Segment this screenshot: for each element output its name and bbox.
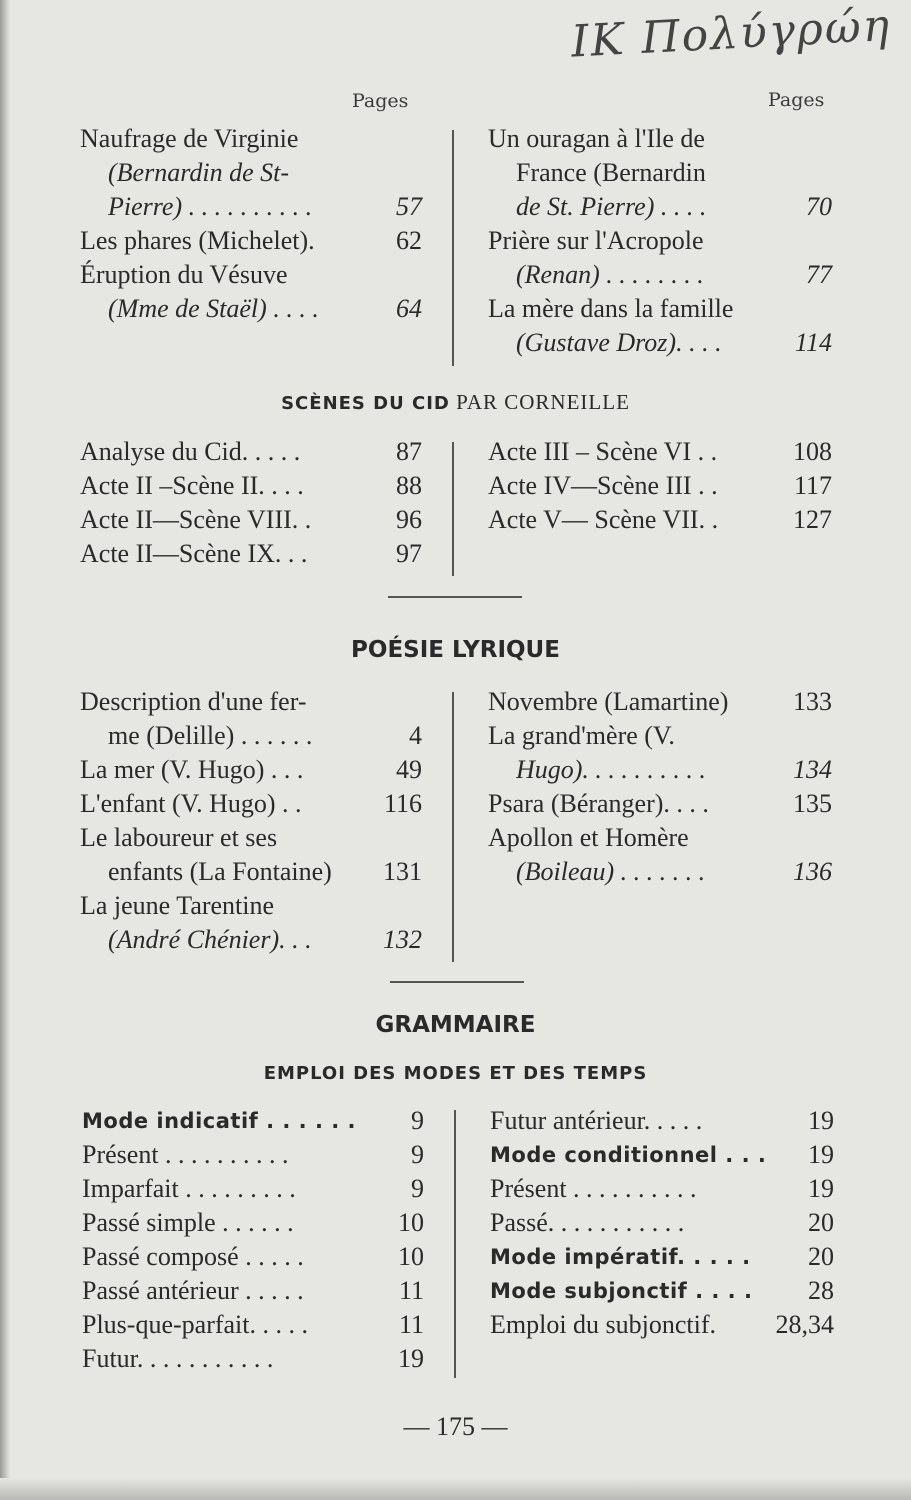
- page-left-edge: [0, 0, 10, 1500]
- grammaire-left-column: [82, 1104, 424, 1376]
- cid-left-column: [80, 435, 422, 571]
- toc-entry: La grand'mère (V.: [488, 721, 675, 750]
- toc-entry: Apollon et Homère: [488, 823, 689, 852]
- toc-entry: Acte V— Scène VII. . 127: [488, 505, 832, 534]
- section-rule: [388, 596, 522, 598]
- toc-entry: (Boileau) . . . . . . . 136: [516, 857, 832, 886]
- toc-entry: Passé simple . . . . . . 10: [82, 1208, 424, 1237]
- toc-entry: (Mme de Staël) . . . . 64: [108, 294, 422, 323]
- column-divider: [452, 442, 454, 576]
- toc-entry: Acte IV—Scène III . . 117: [488, 471, 832, 500]
- toc-entry: Description d'une fer-: [80, 687, 307, 716]
- toc-entry: Prière sur l'Acropole: [488, 226, 704, 255]
- toc-entry: Un ouragan à l'Ile de: [488, 124, 705, 153]
- pages-header-left: Pages: [352, 90, 409, 112]
- toc-entry: Imparfait . . . . . . . . . 9: [82, 1174, 424, 1203]
- grammaire-subtitle: EMPLOI DES MODES ET DES TEMPS: [263, 1063, 648, 1084]
- toc-entry: Éruption du Vésuve: [80, 260, 288, 289]
- grammaire-right-column: [490, 1104, 834, 1342]
- toc-entry: me (Delille) . . . . . . 4: [108, 721, 422, 750]
- toc-entry: Acte II –Scène II. . . . 88: [80, 471, 422, 500]
- lyrique-section-title: POÉSIE LYRIQUE: [351, 637, 560, 663]
- prose-right-column: [488, 122, 832, 360]
- toc-entry: Novembre (Lamartine) 133: [488, 687, 832, 716]
- page-bottom-edge: [0, 1478, 911, 1500]
- toc-entry: Plus-que-parfait. . . . . 11: [82, 1310, 424, 1339]
- toc-entry: Pierre) . . . . . . . . . . 57: [108, 192, 422, 221]
- cid-section-title: SCÈNES DU CID PAR CORNEILLE: [281, 390, 630, 414]
- lyrique-right-column: [488, 685, 832, 889]
- toc-entry: Emploi du subjonctif. 28,34: [490, 1310, 834, 1339]
- toc-entry: Mode subjonctif . . . . 28: [490, 1276, 834, 1305]
- toc-entry: Passé composé . . . . . 10: [82, 1242, 424, 1271]
- toc-entry: enfants (La Fontaine) 131: [108, 857, 422, 886]
- page-number: — 175 —: [403, 1412, 508, 1441]
- toc-entry: Mode impératif. . . . . 20: [490, 1242, 834, 1271]
- toc-entry: (Renan) . . . . . . . . 77: [516, 260, 832, 289]
- toc-entry: Mode indicatif . . . . . . 9: [82, 1106, 424, 1135]
- toc-entry: Présent . . . . . . . . . . 19: [490, 1174, 834, 1203]
- toc-entry: Présent . . . . . . . . . . 9: [82, 1140, 424, 1169]
- toc-entry: Acte II—Scène IX. . . 97: [80, 539, 422, 568]
- column-divider: [452, 130, 454, 366]
- toc-entry: Analyse du Cid. . . . . 87: [80, 437, 422, 466]
- grammaire-section-title: GRAMMAIRE: [375, 1012, 536, 1038]
- column-divider: [454, 1110, 456, 1378]
- cid-right-column: [488, 435, 832, 537]
- toc-entry: Hugo). . . . . . . . . . 134: [516, 755, 832, 784]
- toc-entry: L'enfant (V. Hugo) . . 116: [80, 789, 422, 818]
- toc-entry: Passé. . . . . . . . . . . 20: [490, 1208, 834, 1237]
- prose-left-column: [80, 122, 422, 326]
- toc-entry: Acte III – Scène VI . . 108: [488, 437, 832, 466]
- toc-entry: (André Chénier). . . 132: [108, 925, 422, 954]
- toc-entry: La jeune Tarentine: [80, 891, 275, 920]
- toc-entry: (Bernardin de St-: [108, 158, 289, 187]
- toc-entry: Le laboureur et ses: [80, 823, 278, 852]
- toc-entry: Mode conditionnel . . . 19: [490, 1140, 834, 1169]
- toc-entry: Acte II—Scène VIII. . 96: [80, 505, 422, 534]
- column-divider: [452, 692, 454, 962]
- toc-entry: de St. Pierre) . . . . 70: [516, 192, 832, 221]
- handwritten-signature: IK Πολύγρώη: [569, 0, 893, 68]
- toc-entry: Passé antérieur . . . . . 11: [82, 1276, 424, 1305]
- toc-entry: France (Bernardin: [516, 158, 706, 187]
- section-rule: [390, 981, 524, 983]
- toc-entry: Les phares (Michelet). 62: [80, 226, 422, 255]
- toc-entry: Futur. . . . . . . . . . . 19: [82, 1344, 424, 1373]
- toc-entry: (Gustave Droz). . . . 114: [516, 328, 832, 357]
- toc-entry: Futur antérieur. . . . . 19: [490, 1106, 834, 1135]
- lyrique-left-column: [80, 685, 422, 957]
- toc-entry: La mère dans la famille: [488, 294, 734, 323]
- toc-entry: Naufrage de Virginie: [80, 124, 299, 153]
- pages-header-right: Pages: [768, 89, 825, 111]
- toc-entry: La mer (V. Hugo) . . . 49: [80, 755, 422, 784]
- toc-entry: Psara (Béranger). . . . 135: [488, 789, 832, 818]
